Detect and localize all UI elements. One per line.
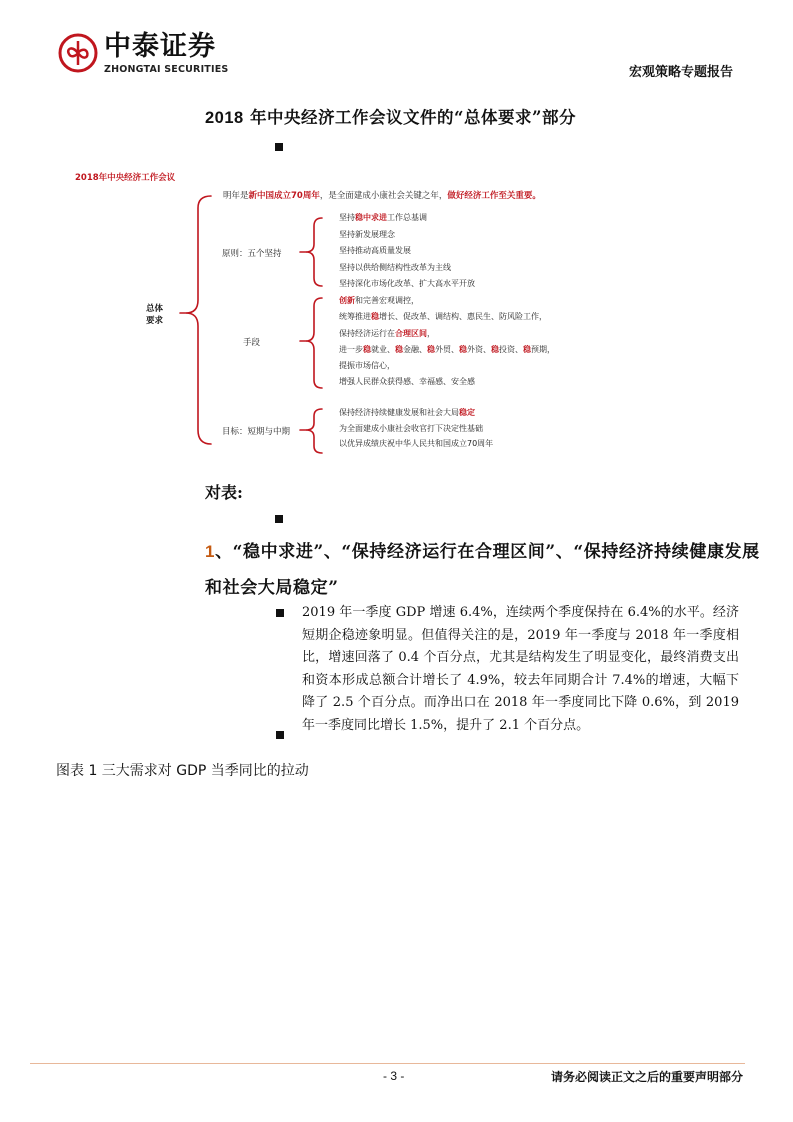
body-paragraph: 2019 年一季度 GDP 增速 6.4%，连续两个季度保持在 6.4%的水平。经济短期企稳迹象明显。但值得关注的是，2019 年一季度与 2018 年一季度相比，增速回落了 0.4 个百分点，尤其是结构发生了明显变化，最终消费支出和资本形成总额合计增长了 4.9%，较去年同期合计 7.4%的增速，大幅下降了 2.5 个百分点。而净出口在 2018 年一季度同比下降 0.6%，到 2019 年一季度同比增长 1.5%，提升了 2.1 个百分点。 <box>302 605 739 733</box>
bullet-marker <box>276 609 284 617</box>
principle-item: 坚持新发展理念 <box>339 229 395 239</box>
page-number: - 3 - <box>383 1069 405 1083</box>
means-list <box>339 295 555 393</box>
bullet-marker <box>276 731 284 739</box>
goals-label: 目标：短期与中期 <box>222 427 291 437</box>
goal-item: 以优异成绩庆祝中华人民共和国成立70周年 <box>339 439 494 448</box>
figure-caption: 图表 1 三大需求对 GDP 当季同比的拉动 <box>56 763 309 779</box>
means-item: 保持经济运行在合理区间， <box>339 328 435 338</box>
heading-text: 、“稳中求进”、“保持经济运行在合理区间”、“保持经济持续健康发展和社会大局稳定” <box>205 542 760 598</box>
principle-item: 坚持以供给侧结构性改革为主线 <box>339 262 451 272</box>
principle-item: 坚持深化市场化改革、扩大高水平开放 <box>339 279 475 288</box>
means-item: 增强人民群众获得感、幸福感、安全感 <box>339 377 475 387</box>
means-item: 统筹推进稳增长、促改革、调结构、惠民生、防风险工作， <box>339 312 547 322</box>
report-type-label: 宏观策略专题报告 <box>628 65 733 80</box>
diagram-title: 2018年中央经济工作会议 <box>75 173 176 183</box>
subsection-label: 对表: <box>205 483 243 502</box>
means-label: 手段 <box>243 338 261 348</box>
intro-highlight: 新中国成立70周年 <box>248 191 320 201</box>
means-item: 进一步稳就业、稳金融、稳外贸、稳外资、稳投资、稳预期， <box>339 344 555 354</box>
root-label-line: 总体 <box>146 304 164 314</box>
logo-english-name: ZHONGTAI SECURITIES <box>104 64 229 75</box>
bullet-marker <box>275 515 283 523</box>
means-item: 创新和完善宏观调控， <box>339 296 419 305</box>
section-title-text: 年中央经济工作会议文件的“总体要求”部分 <box>243 108 576 127</box>
footer-divider <box>30 1063 745 1064</box>
heading-1 <box>205 534 775 606</box>
means-item: 提振市场信心， <box>339 361 395 371</box>
principles-list <box>339 212 475 295</box>
logo-chinese-name: 中泰证券 <box>104 31 216 62</box>
intro-text: ，是全面建成小康社会关键之年， <box>319 191 448 201</box>
section-title-year: 2018 <box>205 109 244 127</box>
diagram-root-label <box>146 303 163 327</box>
principles-label: 原则：五个坚持 <box>222 249 282 259</box>
principle-item: 坚持推动高质量发展 <box>339 246 411 255</box>
goals-list <box>339 407 493 454</box>
root-label-line: 要求 <box>146 316 164 326</box>
diagram-intro <box>223 189 541 201</box>
goal-item: 保持经济持续健康发展和社会大局稳定 <box>339 408 475 417</box>
principle-item: 坚持稳中求进工作总基调 <box>339 213 427 222</box>
intro-highlight: 做好经济工作至关重要。 <box>447 191 541 201</box>
intro-text: 明年是 <box>223 191 249 201</box>
footer-disclaimer: 请务必阅读正文之后的重要声明部分 <box>550 1070 743 1084</box>
heading-number: 1 <box>205 542 216 561</box>
goal-item: 为全面建成小康社会收官打下决定性基础 <box>339 423 483 433</box>
